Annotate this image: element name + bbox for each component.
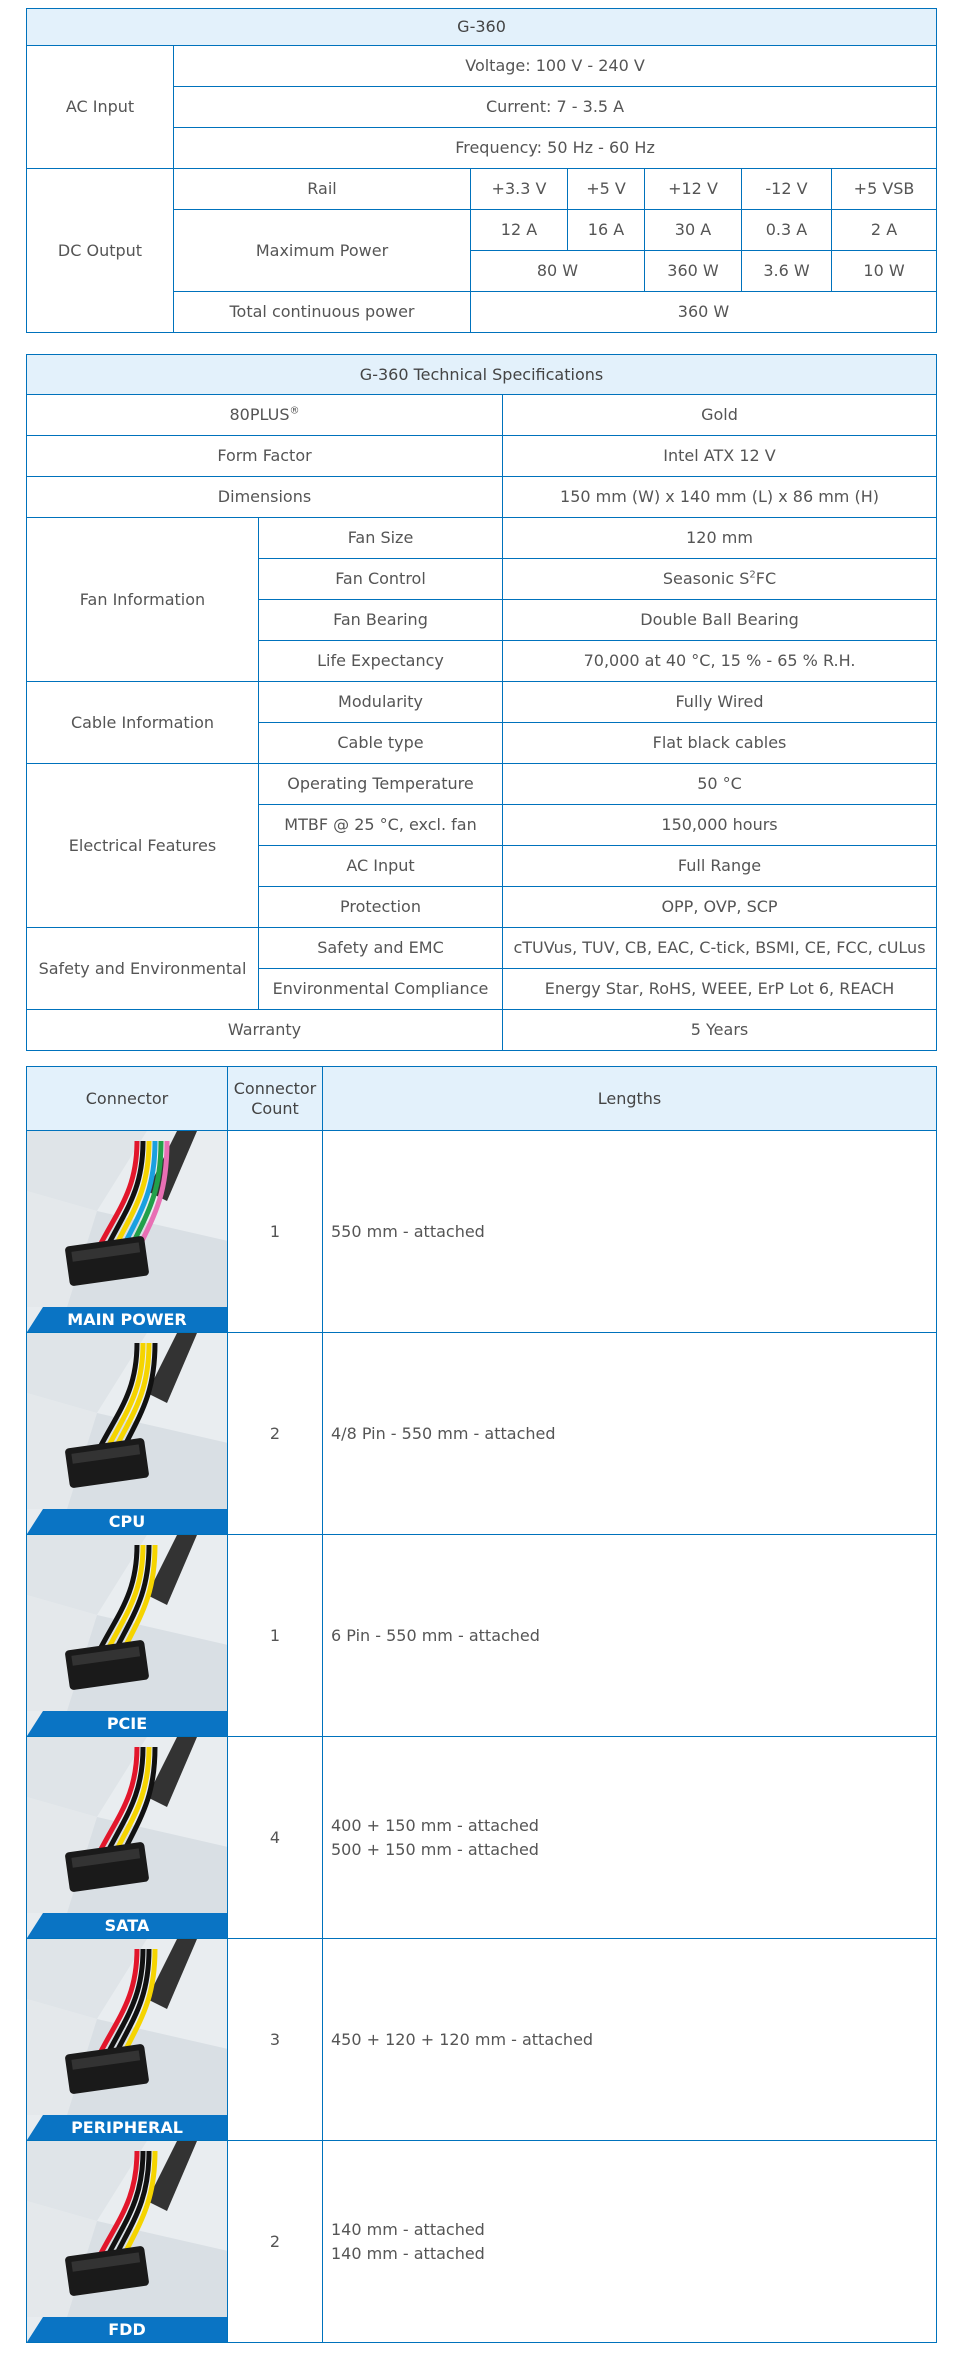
connector-row: [27, 1737, 937, 1939]
spec-label: Warranty: [27, 1010, 503, 1051]
connector-lengths: [323, 1939, 937, 2141]
column-header-connector: Connector: [27, 1067, 228, 1131]
connector-image-cell: [27, 1939, 228, 2141]
spec-value: cTUVus, TUV, CB, EAC, C-tick, BSMI, CE, FCC, cULus: [503, 928, 937, 969]
spec-label: Operating Temperature: [259, 764, 503, 805]
rail-cell: +3.3 V: [471, 169, 568, 210]
frequency-value: Frequency: 50 Hz - 60 Hz: [174, 128, 937, 169]
spec-value: 150 mm (W) x 140 mm (L) x 86 mm (H): [503, 477, 937, 518]
connector-row: [27, 1333, 937, 1535]
connector-image-cell: [27, 1131, 228, 1333]
power-output-table: [26, 8, 937, 333]
rail-cell: +12 V: [645, 169, 742, 210]
total-power-value: 360 W: [471, 292, 937, 333]
column-header-count: Connector Count: [228, 1067, 323, 1131]
length-line: 400 + 150 mm - attached: [331, 1815, 539, 1835]
connector-count: 2: [228, 2141, 323, 2343]
connector-count: 1: [228, 1535, 323, 1737]
length-line: 500 + 150 mm - attached: [331, 1839, 539, 1859]
connector-name: MAIN POWER: [27, 1307, 227, 1332]
connector-image-cell: [27, 1535, 228, 1737]
total-power-label: Total continuous power: [174, 292, 471, 333]
connector-image-cell: [27, 2141, 228, 2343]
connector-lengths: [323, 1131, 937, 1333]
spec-value: Gold: [503, 395, 937, 436]
connector-count: 3: [228, 1939, 323, 2141]
connector-row: [27, 2141, 937, 2343]
spec-label: AC Input: [259, 846, 503, 887]
table-title: G-360: [27, 9, 937, 46]
spec-label: Life Expectancy: [259, 641, 503, 682]
table-title: G-360 Technical Specifications: [27, 355, 937, 395]
watt-cell: 10 W: [832, 251, 937, 292]
connector-name: PERIPHERAL: [27, 2115, 227, 2140]
spec-label: MTBF @ 25 °C, excl. fan: [259, 805, 503, 846]
group-label: Electrical Features: [27, 764, 259, 928]
column-header-lengths: Lengths: [323, 1067, 937, 1131]
spec-value: 5 Years: [503, 1010, 937, 1051]
current-value: Current: 7 - 3.5 A: [174, 87, 937, 128]
rail-cell: +5 V: [568, 169, 645, 210]
rail-cell: -12 V: [742, 169, 832, 210]
connector-row: [27, 1131, 937, 1333]
group-label: Safety and Environmental: [27, 928, 259, 1010]
ac-input-label: AC Input: [27, 46, 174, 169]
spec-value: OPP, OVP, SCP: [503, 887, 937, 928]
length-line: 550 mm - attached: [331, 1221, 485, 1241]
amp-cell: 30 A: [645, 210, 742, 251]
connector-image: [27, 2141, 227, 2342]
spec-label: Fan Bearing: [259, 600, 503, 641]
connector-name: FDD: [27, 2317, 227, 2342]
voltage-value: Voltage: 100 V - 240 V: [174, 46, 937, 87]
spec-value: 50 °C: [503, 764, 937, 805]
amp-cell: 2 A: [832, 210, 937, 251]
connector-image: [27, 1131, 227, 1332]
length-line: 6 Pin - 550 mm - attached: [331, 1625, 540, 1645]
amp-cell: 16 A: [568, 210, 645, 251]
group-label: Fan Information: [27, 518, 259, 682]
watt-cell: 80 W: [471, 251, 645, 292]
connector-name: SATA: [27, 1913, 227, 1938]
spec-label: Modularity: [259, 682, 503, 723]
connector-image-cell: [27, 1737, 228, 1939]
connector-count: 2: [228, 1333, 323, 1535]
amp-cell: 12 A: [471, 210, 568, 251]
connector-lengths: [323, 1333, 937, 1535]
spec-label: Protection: [259, 887, 503, 928]
group-label: Cable Information: [27, 682, 259, 764]
spec-label: 80PLUS®: [27, 395, 503, 436]
connector-name: CPU: [27, 1509, 227, 1534]
length-line: 4/8 Pin - 550 mm - attached: [331, 1423, 556, 1443]
spec-value: Intel ATX 12 V: [503, 436, 937, 477]
connector-name: PCIE: [27, 1711, 227, 1736]
spec-label: Cable type: [259, 723, 503, 764]
rail-cell: +5 VSB: [832, 169, 937, 210]
connector-row: [27, 1535, 937, 1737]
connector-image-cell: [27, 1333, 228, 1535]
connector-lengths: [323, 1535, 937, 1737]
spec-value: Flat black cables: [503, 723, 937, 764]
max-power-label: Maximum Power: [174, 210, 471, 292]
spec-label: Environmental Compliance: [259, 969, 503, 1010]
length-line: 450 + 120 + 120 mm - attached: [331, 2029, 594, 2049]
connector-image: [27, 1535, 227, 1736]
connector-row: [27, 1939, 937, 2141]
spec-value: Double Ball Bearing: [503, 600, 937, 641]
spec-label: Fan Control: [259, 559, 503, 600]
connector-count: 4: [228, 1737, 323, 1939]
watt-cell: 3.6 W: [742, 251, 832, 292]
connector-count: 1: [228, 1131, 323, 1333]
connectors-table: [26, 1066, 937, 2343]
amp-cell: 0.3 A: [742, 210, 832, 251]
spec-label: Dimensions: [27, 477, 503, 518]
connector-lengths: [323, 2141, 937, 2343]
spec-value: 120 mm: [503, 518, 937, 559]
spec-value: Energy Star, RoHS, WEEE, ErP Lot 6, REACH: [503, 969, 937, 1010]
spec-value: Seasonic $S^2FC$: [503, 559, 937, 600]
connector-image: [27, 1737, 227, 1938]
technical-specs-table: [26, 354, 937, 1051]
dc-output-label: DC Output: [27, 169, 174, 333]
connector-image: [27, 1939, 227, 2140]
connector-image: [27, 1333, 227, 1534]
spec-value: 70,000 at 40 °C, 15 % - 65 % R.H.: [503, 641, 937, 682]
spec-label: Fan Size: [259, 518, 503, 559]
length-line: 140 mm - attached: [331, 2243, 485, 2263]
length-line: 140 mm - attached: [331, 2219, 485, 2239]
connector-lengths: [323, 1737, 937, 1939]
spec-value: Full Range: [503, 846, 937, 887]
spec-value: 150,000 hours: [503, 805, 937, 846]
spec-label: Form Factor: [27, 436, 503, 477]
rail-label: Rail: [174, 169, 471, 210]
spec-value: Fully Wired: [503, 682, 937, 723]
spec-label: Safety and EMC: [259, 928, 503, 969]
watt-cell: 360 W: [645, 251, 742, 292]
